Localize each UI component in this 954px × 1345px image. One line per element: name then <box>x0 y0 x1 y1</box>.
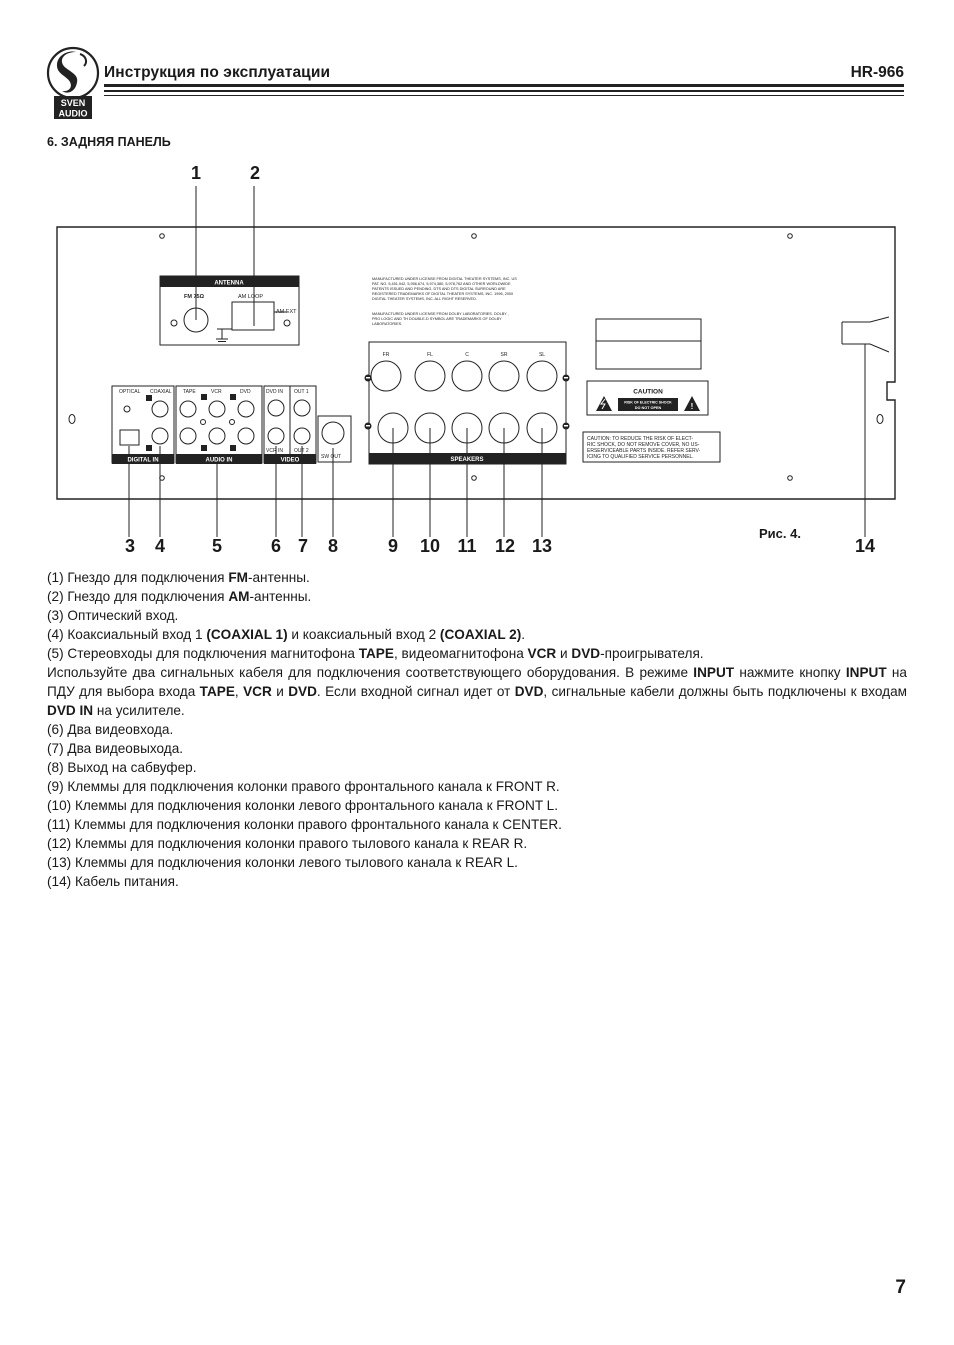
description-text-run: -антенны. <box>247 570 310 585</box>
callout-9: 9 <box>387 536 399 556</box>
description-text-run: DVD <box>288 684 317 699</box>
description-text-run: FM <box>228 570 248 585</box>
description-text-run: (5) Стереовходы для подключения магнитофона <box>47 646 359 661</box>
callout-10: 10 <box>419 536 441 556</box>
description-text-run: VCR <box>243 684 272 699</box>
sven-audio-logo <box>46 46 102 121</box>
vcr-in-label: VCR IN <box>266 448 283 454</box>
speaker-fr-label: FR <box>382 352 390 358</box>
description-text-run: (COAXIAL 2) <box>439 627 522 642</box>
description-item <box>47 853 907 872</box>
description-text-run: -проигрывателя. <box>600 646 704 661</box>
description-text-run: (13) Клеммы для подключения колонки левого тылового канала к REAR L. <box>47 855 518 870</box>
description-text-run: и коаксиальный вход 2 <box>287 627 440 642</box>
vcr-label: VCR <box>211 389 222 395</box>
am-loop-label: AM LOOP <box>238 294 264 300</box>
license-text-line-2: PAT. NO. 5,451,942, 5,956,674, 5,974,380, 5,978,762 AND OTHER WORLDWIDE <box>372 282 511 286</box>
page-number: 7 <box>895 1277 906 1298</box>
description-item <box>47 587 907 606</box>
callout-14: 14 <box>854 536 876 556</box>
description-text-run: (10) Клеммы для подключения колонки левого фронтального канала к FRONT L. <box>47 798 558 813</box>
audio-in-block <box>176 386 262 463</box>
description-text-run: DVD <box>514 684 544 699</box>
figure-caption: Рис. 4. <box>759 526 801 541</box>
fm-label: FM 75Ω <box>184 294 204 300</box>
svg-text:!: ! <box>690 402 694 411</box>
out-2-label: OUT 2 <box>294 448 309 454</box>
callout-5: 5 <box>211 536 223 556</box>
dvd-in-label: DVD IN <box>266 389 283 395</box>
description-item <box>47 606 907 625</box>
dvd-in-jack <box>268 400 284 416</box>
callout-4: 4 <box>154 536 166 556</box>
callout-11: 11 <box>457 536 477 556</box>
callout-1: 1 <box>190 163 202 183</box>
description-text-run: . Если входной сигнал идет от <box>316 684 515 699</box>
rear-panel-diagram <box>0 180 954 540</box>
description-item <box>47 758 907 777</box>
description-item <box>47 834 907 853</box>
callout-13: 13 <box>531 536 553 556</box>
coaxial-2-jack <box>152 428 168 444</box>
audio-in-label: AUDIO IN <box>205 457 233 464</box>
description-text-run: и <box>556 646 572 661</box>
description-text-run: DVD <box>571 646 601 661</box>
caution-text-line-3: ERSERVICEABLE PARTS INSIDE. REFER SERV- <box>587 448 701 454</box>
out-1-jack <box>294 400 310 416</box>
dolby-text-line-3: LABORATORIES. <box>372 322 403 326</box>
dolby-text-line-1: MANUFACTURED UNDER LICENSE FROM DOLBY LABORATORIES. DOLBY , <box>372 312 509 316</box>
am-terminal <box>232 302 274 330</box>
description-text-run: INPUT <box>845 665 887 680</box>
optical-port <box>120 430 139 445</box>
callout-3: 3 <box>124 536 136 556</box>
description-text-run: на усилителе. <box>93 703 185 718</box>
license-text-line-1: MANUFACTURED UNDER LICENSE FROM DIGITAL THEATER SYSTEMS, INC. US <box>372 277 517 281</box>
caution-sub-2: DO NOT OPEN <box>634 406 662 410</box>
callout-2: 2 <box>249 163 261 183</box>
description-text-run: (6) Два видеовхода. <box>47 722 174 737</box>
header-rule-thin <box>104 95 904 96</box>
section-title: 6. ЗАДНЯЯ ПАНЕЛЬ <box>47 135 171 149</box>
header-rule-thick <box>104 84 904 87</box>
caution-text-line-2: RIC SHOCK, DO NOT REMOVE COVER, NO US- <box>587 442 700 448</box>
description-text-run: (4) Коаксиальный вход 1 <box>47 627 207 642</box>
description-item <box>47 720 907 739</box>
description-text-run: нажмите кнопку <box>734 665 846 680</box>
description-text-run: (11) Клеммы для подключения колонки правого фронтального канала к CENTER. <box>47 817 562 832</box>
description-text-run: , <box>234 684 244 699</box>
sw-out-jack <box>322 422 344 444</box>
description-text-run: (COAXIAL 1) <box>206 627 288 642</box>
description-list <box>47 568 907 891</box>
caution-text-line-1: CAUTION: TO REDUCE THE RISK OF ELECT- <box>587 436 694 442</box>
digital-in-label: DIGITAL IN <box>127 457 159 464</box>
caution-text-line-4: ICING TO QUALIFIED SERVICE PERSONNEL. <box>587 454 694 460</box>
header-title: Инструкция по эксплуатации <box>104 64 331 81</box>
description-item <box>47 815 907 834</box>
caution-title: CAUTION <box>633 388 663 396</box>
sticker-label <box>596 319 701 369</box>
header-rule-mid <box>104 90 904 92</box>
description-text-run: -антенны. <box>249 589 312 604</box>
tape-label: TAPE <box>183 389 196 395</box>
optical-label: OPTICAL <box>119 389 141 395</box>
license-text-line-5: DIGITAL THEATER SYSTEMS, INC. ALL RIGHT RESERVED. <box>372 297 477 301</box>
description-text-run: (3) Оптический вход. <box>47 608 179 623</box>
license-text-line-4: REGISTERED TRADEMARKS OF DIGITAL THEATER SYSTEMS, INC. 1996, 2000 <box>372 292 514 296</box>
speakers-label: SPEAKERS <box>450 457 484 463</box>
coaxial-1-jack <box>152 401 168 417</box>
logo-text-line-2: AUDIO <box>58 108 88 119</box>
out-2-jack <box>294 428 310 444</box>
speaker-sl-label: SL <box>538 352 546 358</box>
am-ext-label: AM EXT <box>276 309 297 315</box>
antenna-label: ANTENNA <box>214 280 244 287</box>
description-text-run: , сигнальные кабели должны быть подключены к входам <box>543 684 907 699</box>
description-item <box>47 625 907 644</box>
description-item <box>47 739 907 758</box>
description-text-run: (7) Два видеовыхода. <box>47 741 184 756</box>
description-text-run: (12) Клеммы для подключения колонки правого тылового канала к REAR R. <box>47 836 528 851</box>
license-text-line-3: PATENTS ISSUED AND PENDING. DTS AND DTS DIGITAL SURROUND ARE <box>372 287 506 291</box>
description-text-run: (1) Гнездо для подключения <box>47 570 229 585</box>
sw-out-label: SW OUT <box>321 454 341 460</box>
description-text-run: VCR <box>527 646 557 661</box>
description-text-run: . <box>521 627 526 642</box>
description-text-run: TAPE <box>358 646 394 661</box>
description-item <box>47 644 907 663</box>
callout-8: 8 <box>327 536 339 556</box>
description-text-run: (8) Выход на сабвуфер. <box>47 760 197 775</box>
speaker-sr-label: SR <box>500 352 508 358</box>
description-item <box>47 872 907 891</box>
callout-12: 12 <box>494 536 516 556</box>
video-label: VIDEO <box>280 457 300 464</box>
coaxial-label: COAXIAL <box>150 389 172 395</box>
digital-in-block <box>112 386 174 463</box>
description-paragraph <box>47 663 907 720</box>
callout-6: 6 <box>270 536 282 556</box>
description-text-run: на ПДУ для выбора входа <box>47 665 907 699</box>
speaker-fl-label: FL <box>427 352 433 358</box>
caution-sub-1: RISK OF ELECTRIC SHOCK <box>624 400 672 405</box>
description-text-run: INPUT <box>693 665 735 680</box>
description-item <box>47 796 907 815</box>
description-text-run: AM <box>228 589 250 604</box>
description-text-run: DVD IN <box>47 703 94 718</box>
callout-7: 7 <box>297 536 309 556</box>
description-text-run: (14) Кабель питания. <box>47 874 179 889</box>
dvd-label: DVD <box>240 389 251 395</box>
description-text-run: (9) Клеммы для подключения колонки правого фронтального канала к FRONT R. <box>47 779 560 794</box>
description-text-run: (2) Гнездо для подключения <box>47 589 229 604</box>
vcr-in-jack <box>268 428 284 444</box>
description-text-run: , видеомагнитофона <box>393 646 528 661</box>
speaker-c-label: C <box>465 352 469 358</box>
out-1-label: OUT 1 <box>294 389 309 395</box>
description-text-run: и <box>271 684 289 699</box>
header-model: HR-966 <box>850 64 904 81</box>
description-text-run: Используйте два сигнальных кабеля для подключения соответствующего оборудования. В режиме <box>47 665 694 680</box>
description-item <box>47 568 907 587</box>
dolby-text-line-2: PRO LOGIC AND TH DOUBLE-D SYMBOL ARE TRADEMARKS OF DOLBY <box>372 317 502 321</box>
description-text-run: TAPE <box>199 684 235 699</box>
description-item <box>47 777 907 796</box>
logo-text-line-1: SVEN <box>60 98 86 108</box>
